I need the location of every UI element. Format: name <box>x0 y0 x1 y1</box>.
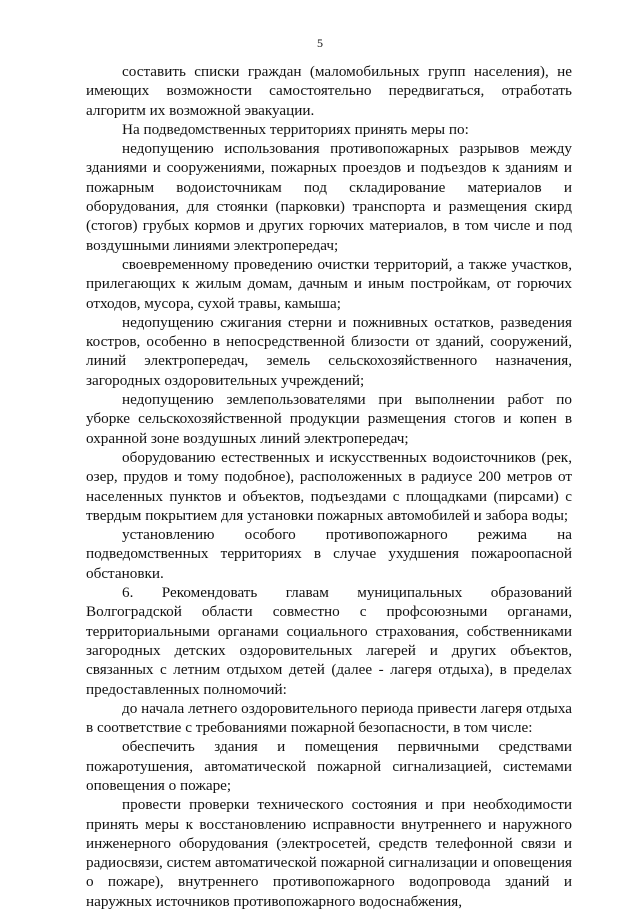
paragraph: составить списки граждан (маломобильных групп населения), не имеющих возможности самостоятельно передвигаться, отработать алгоритм их возможной эвакуации. <box>86 63 572 119</box>
paragraph: до начала летнего оздоровительного периода привести лагеря отдыха в соответствие с требованиями пожарной безопасности, в том числе: <box>86 699 572 737</box>
paragraph: На подведомственных территориях принять меры по: <box>122 120 469 138</box>
paragraph: 6. Рекомендовать главам муниципальных образований Волгоградской области совместно с профсоюзными органами, территориальными органами социального страхования, собственниками загородных детских оздоровительных лагерей и других объектов, связанных с летним отдыхом детей (далее - лагеря отдыха), в пределах предоставленных полномочий: <box>86 584 572 698</box>
paragraph: недопущению использования противопожарных разрывов между зданиями и сооружениями, пожарных проездов и подъездов к зданиям и пожарным водоисточникам под складирование материалов и оборудования, для стоянки (парковки) транспорта и размещения скирд (стогов) грубых кормов и других горючих материалов, в том числе и под воздушными линиями электропередач; <box>86 140 572 254</box>
paragraph: своевременному проведению очистки территорий, а также участков, прилегающих к жилым домам, дачным и иным постройкам, от горючих отходов, мусора, сухой травы, камыша; <box>86 255 572 312</box>
paragraph: недопущению землепользователями при выполнении работ по уборке сельскохозяйственной продукции размещения стогов и копен в охранной зоне воздушных линий электропередач; <box>86 391 572 447</box>
document-body <box>86 62 572 911</box>
paragraph: обеспечить здания и помещения первичными средствами пожаротушения, автоматической пожарной сигнализацией, системами оповещения о пожаре; <box>86 738 572 794</box>
paragraph: установлению особого противопожарного режима на подведомственных территориях в случае ухудшения пожароопасной обстановки. <box>86 526 572 582</box>
paragraph: провести проверки технического состояния и при необходимости принять меры к восстановлению исправности внутреннего и наружного инженерного оборудования (электросетей, средств телефонной связи и радиосвязи, систем автоматической пожарной сигнализации и оповещения о пожаре), внутреннего противопожарного водопровода зданий и наружных источников противопожарного водоснабжения, <box>86 796 572 910</box>
page-number: 5 <box>317 36 323 50</box>
paragraph: недопущению сжигания стерни и пожнивных остатков, разведения костров, особенно в непосредственной близости от зданий, сооружений, линий электропередач, земель сельскохозяйственного назначения, загородных оздоровительных учреждений; <box>86 313 572 389</box>
paragraph: оборудованию естественных и искусственных водоисточников (рек, озер, прудов и тому подобное), расположенных в радиусе 200 метров от населенных пунктов и объектов, подъездами с площадками (пирсами) с твердым покрытием для установки пожарных автомобилей и забора воды; <box>86 448 572 524</box>
